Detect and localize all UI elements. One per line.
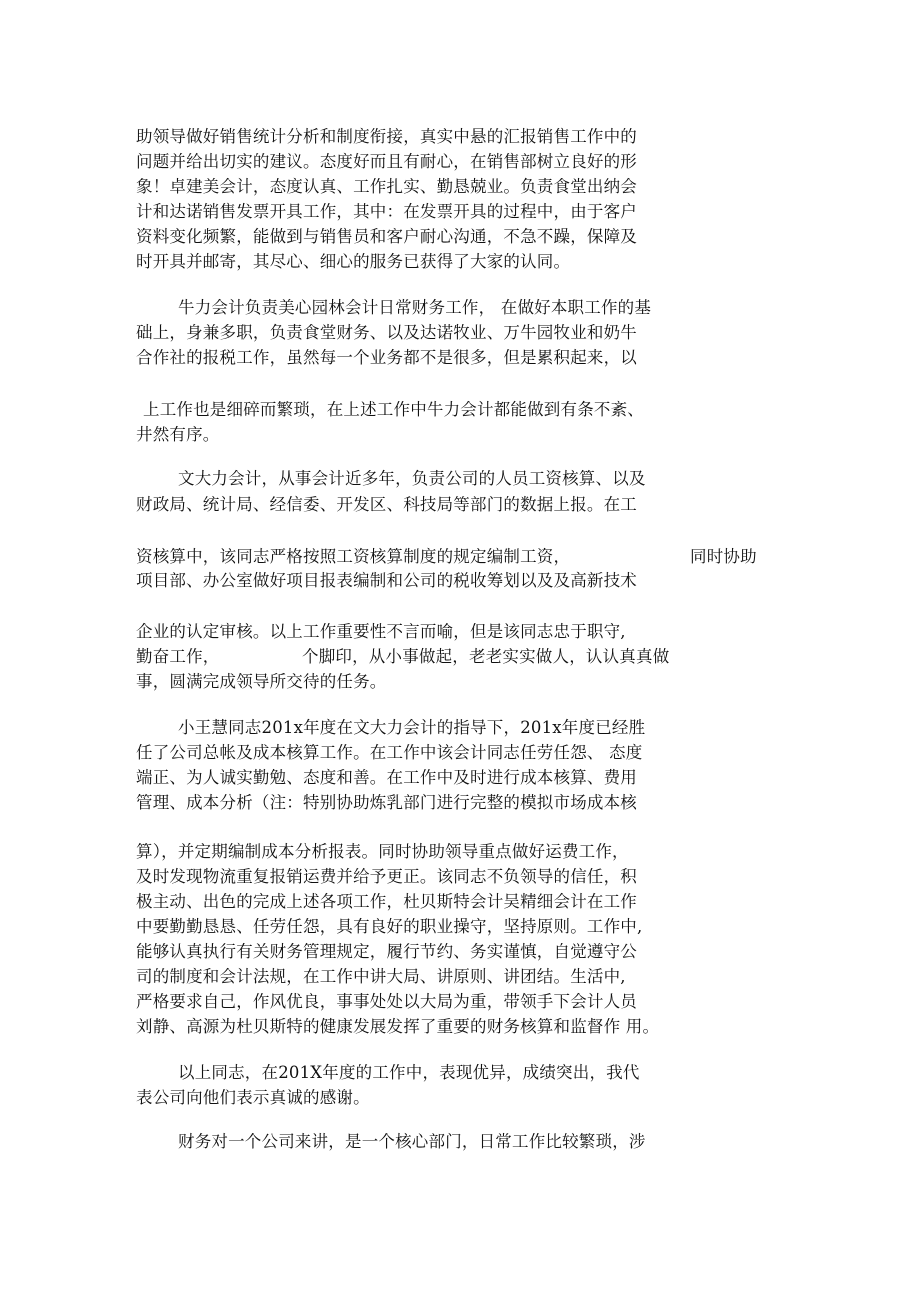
text-line: 同时协助 bbox=[690, 547, 757, 566]
text-line: 刘静、高源为杜贝斯特的健康发展发挥了重要的财务核算和监督作 用。 bbox=[136, 1017, 660, 1036]
text-line: 础上，身兼多职，负责食堂财务、以及达诺牧业、万牛园牧业和奶牛 bbox=[136, 323, 637, 342]
text-line: 财务对一个公司来讲，是一个核心部门，日常工作比较繁琐，涉 bbox=[178, 1132, 646, 1151]
text-line: 个脚印，从小事做起，老老实实做人，认认真真做 bbox=[302, 647, 670, 666]
text-line: 事，圆满完成领导所交待的任务。 bbox=[136, 672, 387, 691]
text-line: 资核算中，该同志严格按照工资核算制度的规定编制工资， bbox=[136, 547, 571, 566]
text-line: 计和达诺销售发票开具工作，其中：在发票开具的过程中，由于客户 bbox=[136, 202, 637, 221]
text-line: 司的制度和会计法规，在工作中讲大局、讲原则、讲团结。生活中, bbox=[136, 967, 626, 986]
text-line: 财政局、统计局、经信委、开发区、科技局等部门的数据上报。在工 bbox=[136, 495, 637, 514]
text-line: 象！卓建美会计，态度认真、工作扎实、勤恳兢业。负责食堂出纳会 bbox=[136, 177, 637, 196]
text-line: 严格要求自己，作风优良，事事处处以大局为重，带领手下会计人员 bbox=[136, 992, 637, 1011]
text-line: 端正、为人诚实勤勉、态度和善。在工作中及时进行成本核算、费用 bbox=[136, 768, 637, 787]
text-line: 管理、成本分析（注：特别协助炼乳部门进行完整的模拟市场成本核 bbox=[136, 793, 637, 812]
text-line: 问题并给出切实的建议。态度好而且有耐心，在销售部树立良好的形 bbox=[136, 152, 637, 171]
text-line: 资料变化频繁，能做到与销售员和客户耐心沟通，不急不躁，保障及 bbox=[136, 227, 637, 246]
text-line: 任了公司总帐及成本核算工作。在工作中该会计同志任劳任怨、 态度 bbox=[136, 743, 643, 762]
text-line: 合作社的报税工作，虽然每一个业务都不是很多，但是累积起来，以 bbox=[136, 348, 637, 367]
text-line: 勤奋工作， bbox=[136, 647, 220, 666]
text-line: 牛力会计负责美心园林会计日常财务工作， 在做好本职工作的基 bbox=[178, 298, 652, 317]
text-line: 时开具并邮寄，其尽心、细心的服务已获得了大家的认同。 bbox=[136, 252, 571, 271]
text-line: 算），并定期编制成本分析报表。同时协助领导重点做好运费工作， bbox=[136, 842, 629, 861]
text-line: 助领导做好销售统计分析和制度衔接，真实中悬的汇报销售工作中的 bbox=[136, 127, 637, 146]
text-line: 企业的认定审核。以上工作重要性不言而喻，但是该同志忠于职守, bbox=[136, 622, 626, 641]
text-line: 中要勤勤恳恳、任劳任怨，具有良好的职业操守，坚持原则。工作中, bbox=[136, 917, 643, 936]
text-line: 文大力会计，从事会计近多年，负责公司的人员工资核算、以及 bbox=[178, 469, 646, 488]
text-line: 及时发现物流重复报销运费并给予更正。该同志不负领导的信任，积 bbox=[136, 867, 637, 886]
text-line: 表公司向他们表示真诚的感谢。 bbox=[136, 1088, 370, 1107]
text-line: 能够认真执行有关财务管理规定，履行节约、务实谨慎，自觉遵守公 bbox=[136, 942, 637, 961]
text-line: 项目部、办公室做好项目报表编制和公司的税收筹划以及及高新技术 bbox=[136, 571, 637, 590]
text-line: 上工作也是细碎而繁琐，在上述工作中牛力会计都能做到有条不紊、 bbox=[143, 400, 644, 419]
text-line: 极主动、出色的完成上述各项工作，杜贝斯特会计吴精细会计在工作 bbox=[136, 892, 637, 911]
text-line: 井然有序。 bbox=[136, 425, 220, 444]
text-line: 以上同志，在201X年度的工作中，表现优异，成绩突出，我代 bbox=[178, 1063, 640, 1082]
text-line: 小王慧同志201x年度在文大力会计的指导下，201x年度已经胜 bbox=[178, 718, 646, 737]
